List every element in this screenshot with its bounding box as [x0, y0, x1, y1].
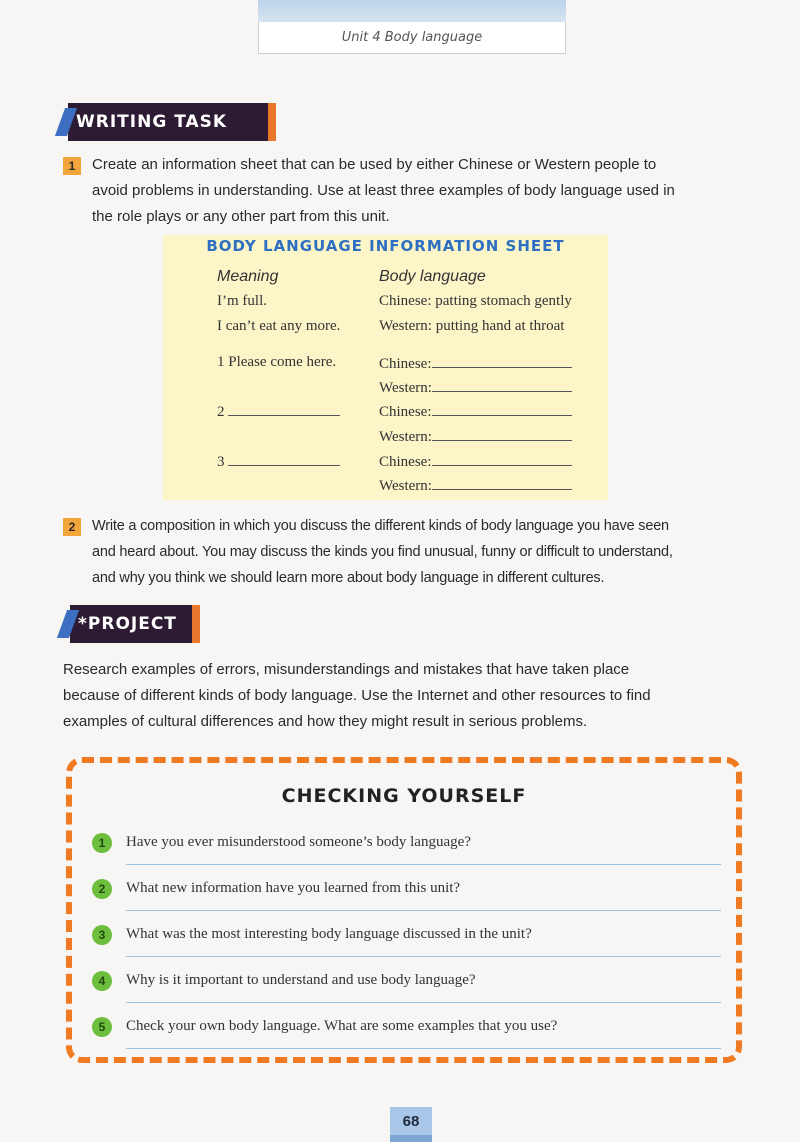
answer-line[interactable] — [126, 956, 721, 957]
question-row — [92, 971, 712, 1017]
blank-line[interactable] — [432, 427, 572, 441]
example-meaning-1: I’m full. — [217, 293, 267, 309]
blank-line[interactable] — [432, 452, 572, 466]
question-number: 5 — [92, 1017, 112, 1037]
blank-line[interactable] — [228, 452, 340, 466]
item-1-chinese — [379, 354, 572, 373]
example-body-2: Western: putting hand at throat — [379, 318, 565, 334]
sheet-title: BODY LANGUAGE INFORMATION SHEET — [206, 237, 565, 255]
question-number: 3 — [92, 925, 112, 945]
task-2-line-2: and heard about. You may discuss the kinds you find unusual, funny or difficult to understand, — [92, 544, 673, 560]
item-2-western — [379, 427, 572, 446]
task-1-line-1: Create an information sheet that can be used by either Chinese or Western people to — [92, 156, 657, 173]
blank-line[interactable] — [432, 476, 572, 490]
question-row — [92, 879, 712, 925]
western-label: Western: — [379, 478, 432, 494]
chinese-label: Chinese: — [379, 404, 432, 420]
question-number: 4 — [92, 971, 112, 991]
project-line-2: because of different kinds of body language. Use the Internet and other resources to find — [63, 687, 651, 704]
writing-task-banner: WRITING TASK — [68, 103, 268, 141]
item-3-meaning — [217, 452, 340, 471]
blank-line[interactable] — [432, 378, 572, 392]
question-row — [92, 833, 712, 879]
answer-line[interactable] — [126, 1002, 721, 1003]
information-sheet — [163, 235, 608, 500]
checking-yourself-title: CHECKING YOURSELF — [281, 785, 527, 807]
item-3-chinese — [379, 452, 572, 471]
question-row — [92, 925, 712, 971]
task-2-line-3: and why you think we should learn more about body language in different cultures. — [92, 570, 605, 586]
item-1-meaning: 1 Please come here. — [217, 354, 337, 370]
answer-line[interactable] — [126, 910, 721, 911]
blank-line[interactable] — [432, 402, 572, 416]
meaning-column-header: Meaning — [217, 268, 279, 285]
project-line-3: examples of cultural differences and how they might result in serious problems. — [63, 713, 588, 730]
western-label: Western: — [379, 380, 432, 396]
header-decoration — [258, 0, 566, 22]
task-2-number: 2 — [63, 518, 81, 536]
item-2-chinese — [379, 402, 572, 421]
question-text: Check your own body language. What are some examples that you use? — [126, 1018, 558, 1034]
chinese-label: Chinese: — [379, 454, 432, 470]
question-text: What new information have you learned from this unit? — [126, 880, 461, 896]
task-1-line-2: avoid problems in understanding. Use at least three examples of body language used in — [92, 182, 675, 199]
task-1-number: 1 — [63, 157, 81, 175]
chinese-label: Chinese: — [379, 356, 432, 372]
example-body-1: Chinese: patting stomach gently — [379, 293, 572, 309]
item-3-western — [379, 476, 572, 495]
project-banner: *PROJECT — [70, 605, 192, 643]
answer-line[interactable] — [126, 1048, 721, 1049]
question-row — [92, 1017, 712, 1063]
project-line-1: Research examples of errors, misunderstandings and mistakes that have taken place — [63, 661, 630, 678]
item-2-number: 2 — [217, 404, 225, 420]
blank-line[interactable] — [432, 354, 572, 368]
body-language-column-header: Body language — [379, 268, 486, 285]
item-3-number: 3 — [217, 454, 225, 470]
blank-line[interactable] — [228, 402, 340, 416]
page-number-strip — [390, 1135, 432, 1142]
question-text: Why is it important to understand and use body language? — [126, 972, 476, 988]
task-2-line-1: Write a composition in which you discuss the different kinds of body language you have seen — [92, 518, 669, 534]
question-text: What was the most interesting body language discussed in the unit? — [126, 926, 532, 942]
item-1-western — [379, 378, 572, 397]
answer-line[interactable] — [126, 864, 721, 865]
checking-yourself-box — [66, 757, 742, 1063]
unit-title: Unit 4 Body language — [258, 22, 566, 54]
page-number: 68 — [390, 1107, 432, 1135]
western-label: Western: — [379, 429, 432, 445]
example-meaning-2: I can’t eat any more. — [217, 318, 341, 334]
question-text: Have you ever misunderstood someone’s body language? — [126, 834, 471, 850]
question-number: 2 — [92, 879, 112, 899]
item-2-meaning — [217, 402, 340, 421]
task-1-line-3: the role plays or any other part from this unit. — [92, 208, 390, 225]
question-number: 1 — [92, 833, 112, 853]
